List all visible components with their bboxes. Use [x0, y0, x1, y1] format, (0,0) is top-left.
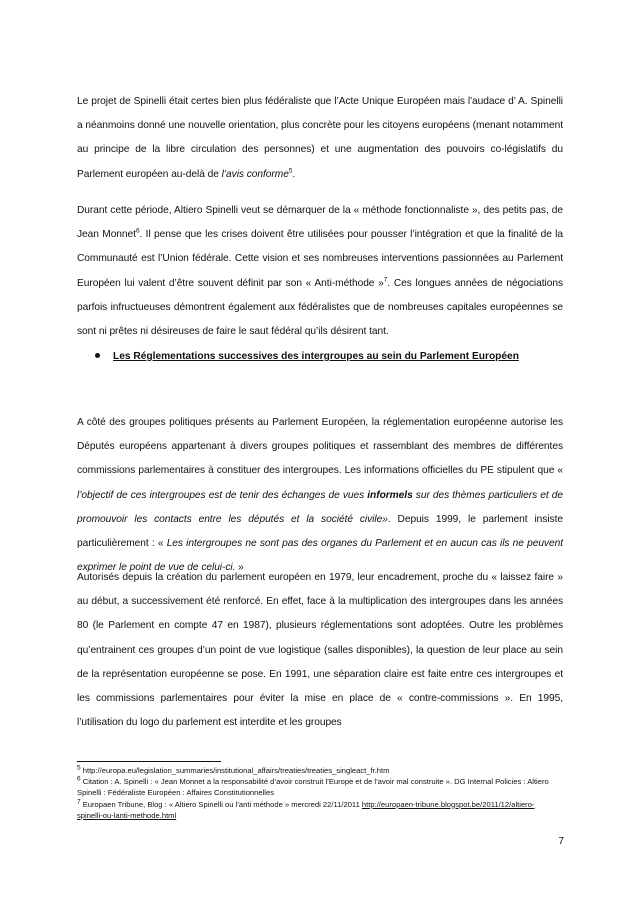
footnote-text: Citation : A. Spinelli : « Jean Monnet a la responsabilité d’avoir construit l’Europe et de l’avoir mal construite ». DG Internal Policies : Altiero Spinelli : Fédéraliste Européen : Affaires Constitutionnelles	[77, 777, 549, 798]
footnote-ref-5[interactable]: 5	[288, 167, 293, 175]
paragraph-text: »	[235, 562, 244, 574]
paragraph-regulations: Autorisés depuis la création du parlement européen en 1979, leur encadrement, proche du « laissez faire » au début, a successivement été renforcé. En effet, face à la multiplication des intergroupes dans les années 80 (le Parlement en compte 47 en 1987), plusieurs réglementations sont adoptées. Outre les problèmes qu’entrainent ces groupes d’un point de vue logistique (salles disponibles), la question de leur place au sein de la représentation européenne se pose. En 1991, une séparation claire est faite entre ces intergroupes et les commissions parlementaires pour éviter la mise en place de « contre-commissions ». En 1995, l’utilisation du logo du parlement est interdite et les groupes	[77, 572, 563, 729]
paragraph-spinelli-project	[77, 90, 563, 187]
paragraph-text: .	[292, 168, 296, 180]
footnotes	[77, 765, 557, 821]
footnote-separator	[77, 761, 221, 762]
paragraph-text: Le projet de Spinelli était certes bien plus fédéraliste que l’Acte Unique Européen mais l'audace d’ A. Spinelli a néanmoins donné une nouvelle orientation, plus concrète pour les citoyens européens (menant notamment au principe de la libre circulation des personnes) et une augmentation des pouvoirs co-législatifs du Parlement européen au-delà de	[77, 96, 563, 180]
page-number: 7	[558, 836, 564, 847]
footnote-5	[77, 765, 557, 776]
footnote-ref-6[interactable]: 6	[135, 227, 140, 235]
bullet-icon	[95, 353, 100, 358]
italic-quote: l’objectif de ces intergroupes est de tenir des échanges de vues	[77, 489, 368, 501]
paragraph-intergroups	[77, 411, 563, 580]
paragraph-text: A côté des groupes politiques présents au Parlement Européen, la réglementation européenne autorise les Députés européens appartenant à divers groupes politiques et rassemblant des membres de différentes commissions parlementaires à constituer des intergroupes. Les informations officielles du PE stipulent que «	[77, 417, 563, 477]
section-heading: Les Réglementations successives des intergroupes au sein du Parlement Européen	[113, 351, 519, 362]
italic-quote: sur des thèmes particuliers et de promouvoir les contacts entre les députés et la société civile»	[77, 489, 563, 525]
paragraph-text: . Il pense que les crises doivent être utilisées pour pousser l’intégration et que la finalité de la Communauté est l’Union fédérale. Cette vision et ses nombreuses interventions passionnées au Parlement Européen lui valent d’être souvent définit par son « Anti-méthode »	[77, 229, 564, 289]
footnote-link[interactable]: http://europaen-tribune.blogspot.be/2011/12/altiero-spinelli-ou-lanti-methode.html	[77, 799, 535, 820]
footnote-text: http://europa.eu/legislation_summaries/institutional_affairs/treaties/treaties_singleact_fr.htm	[80, 766, 390, 775]
italic-quote: Les intergroupes ne sont pas des organes du Parlement et en aucun cas ils ne peuvent exprimer le point de vue de celui-ci.	[77, 538, 563, 574]
footnote-ref-7[interactable]: 7	[383, 276, 388, 284]
paragraph-text: . Depuis 1999, le parlement insiste particulièrement : «	[77, 513, 563, 550]
footnote-number: 7	[77, 798, 81, 806]
footnote-number: 5	[77, 764, 81, 772]
bold-italic-word: informels	[367, 489, 413, 501]
footnote-number: 6	[77, 775, 81, 783]
section-heading-row	[95, 350, 555, 364]
paragraph-text: Durant cette période, Altiero Spinelli veut se démarquer de la « méthode fonctionnaliste », des petits pas, de Jean Monnet	[77, 205, 563, 241]
paragraph-text: . Ces longues années de négociations parfois infructueuses démontrent également aux fédéralistes que de nombreuses capitales européennes se sont ni prêtes ni désireuses de faire le saut fédéral qu’ils désirent tant.	[77, 277, 563, 338]
footnote-text: Europaen Tribune, Blog : « Altiero Spinelli ou l’anti méthode » mercredi 22/11/2011	[80, 799, 362, 809]
footnote-7	[77, 799, 557, 821]
paragraph-spinelli-method	[77, 199, 563, 344]
italic-term: l’avis conforme	[221, 168, 289, 180]
footnote-6	[77, 776, 557, 798]
